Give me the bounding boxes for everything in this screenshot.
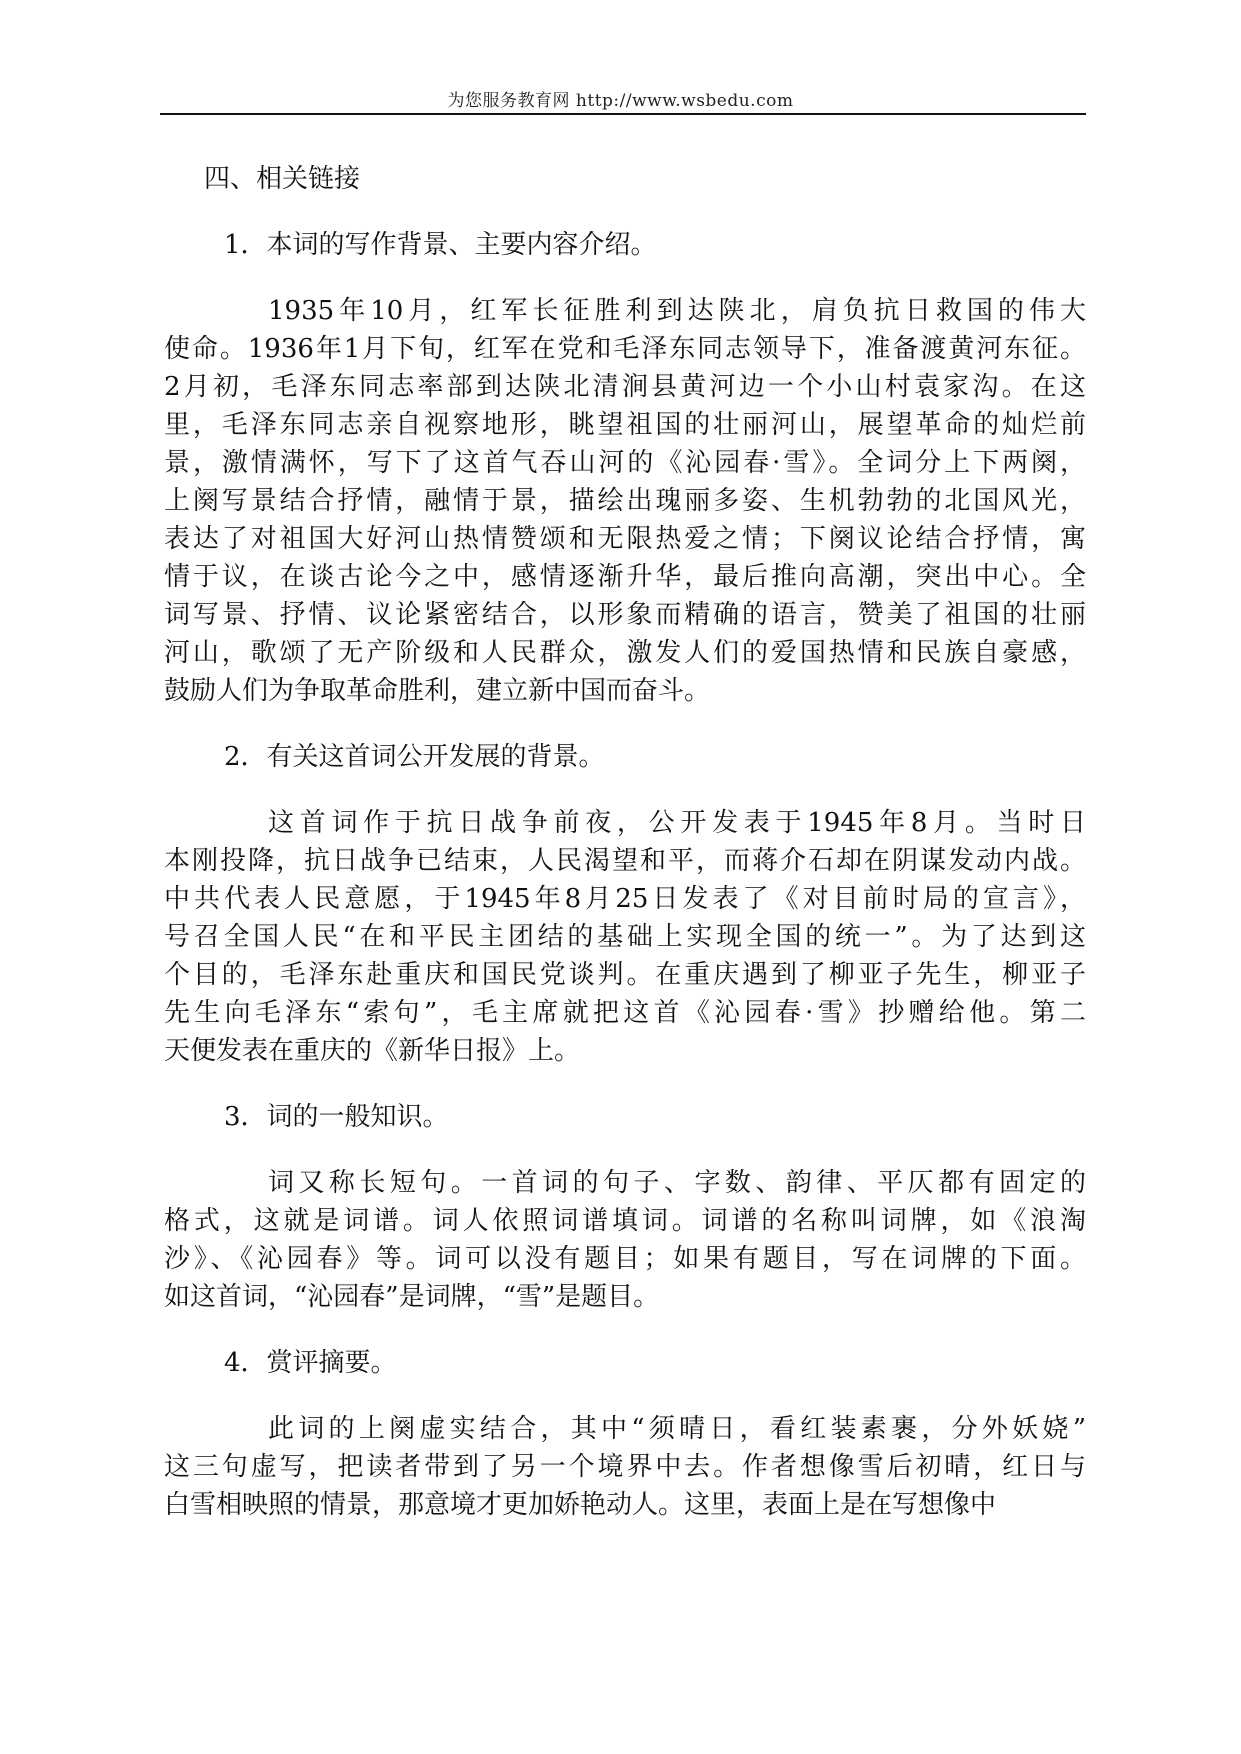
paragraph-line: 上阕写景结合抒情，融情于景，描绘出瑰丽多姿、生机勃勃的北国风光， (164, 486, 1086, 516)
spacer (164, 776, 1086, 804)
spacer (164, 710, 1086, 738)
paragraph-line: 表达了对祖国大好河山热情赞颂和无限热爱之情；下阕议论结合抒情，寓 (164, 524, 1086, 554)
paragraph-line: 词又称长短句。一首词的句子、字数、韵律、平仄都有固定的 (268, 1168, 1086, 1198)
paragraph-line: 这首词作于抗日战争前夜，公开发表于1945年8月。当时日 (268, 808, 1086, 838)
item-heading: 1．本词的写作背景、主要内容介绍。 (224, 230, 657, 260)
paragraph-line: 里，毛泽东同志亲自视察地形，眺望祖国的壮丽河山，展望革命的灿烂前 (164, 410, 1086, 440)
spacer (164, 1382, 1086, 1410)
paragraph-line: 词写景、抒情、议论紧密结合，以形象而精确的语言，赞美了祖国的壮丽 (164, 600, 1086, 630)
spacer (164, 1316, 1086, 1344)
item-heading: 3．词的一般知识。 (224, 1102, 449, 1132)
paragraph-line: 天便发表在重庆的《新华日报》上。 (164, 1036, 581, 1066)
paragraph-line: 2月初，毛泽东同志率部到达陕北清涧县黄河边一个小山村袁家沟。在这 (164, 372, 1086, 402)
paragraph-line: 格式，这就是词谱。词人依照词谱填词。词谱的名称叫词牌，如《浪淘 (164, 1206, 1086, 1236)
spacer (164, 1070, 1086, 1098)
item-heading: 4．赏评摘要。 (224, 1348, 397, 1378)
paragraph-line: 白雪相映照的情景，那意境才更加娇艳动人。这里，表面上是在写想像中 (164, 1490, 997, 1520)
section-title: 四、相关链接 (204, 164, 361, 194)
paragraph-line: 中共代表人民意愿，于1945年8月25日发表了《对目前时局的宣言》， (164, 884, 1086, 914)
paragraph-line: 此词的上阕虚实结合，其中“须晴日，看红装素裹，分外妖娆” (268, 1414, 1086, 1444)
paragraph-line: 本刚投降，抗日战争已结束，人民渴望和平，而蒋介石却在阴谋发动内战。 (164, 846, 1086, 876)
paragraph-line: 使命。1936年1月下旬，红军在党和毛泽东同志领导下，准备渡黄河东征。 (164, 334, 1086, 364)
paragraph-line: 1935年10月，红军长征胜利到达陕北，肩负抗日救国的伟大 (268, 296, 1086, 326)
paragraph-line: 鼓励人们为争取革命胜利，建立新中国而奋斗。 (164, 676, 711, 706)
header-rule (160, 113, 1086, 115)
spacer (164, 264, 1086, 292)
page-header: 为您服务教育网 http://www.wsbedu.com (447, 91, 794, 111)
paragraph-line: 这三句虚写，把读者带到了另一个境界中去。作者想像雪后初晴，红日与 (164, 1452, 1086, 1482)
paragraph-line: 号召全国人民“在和平民主团结的基础上实现全国的统一”。为了达到这 (164, 922, 1086, 952)
spacer (164, 198, 1086, 226)
paragraph-line: 个目的，毛泽东赴重庆和国民党谈判。在重庆遇到了柳亚子先生，柳亚子 (164, 960, 1086, 990)
paragraph-line: 景，激情满怀，写下了这首气吞山河的《沁园春·雪》。全词分上下两阕， (164, 448, 1086, 478)
paragraph-line: 先生向毛泽东“索句”，毛主席就把这首《沁园春·雪》抄赠给他。第二 (164, 998, 1086, 1028)
paragraph-line: 如这首词，“沁园春”是词牌，“雪”是题目。 (164, 1282, 660, 1312)
item-heading: 2．有关这首词公开发展的背景。 (224, 742, 605, 772)
paragraph-line: 沙》、《沁园春》等。词可以没有题目；如果有题目，写在词牌的下面。 (164, 1244, 1086, 1274)
paragraph-line: 河山，歌颂了无产阶级和人民群众，激发人们的爱国热情和民族自豪感， (164, 638, 1086, 668)
paragraph-line: 情于议，在谈古论今之中，感情逐渐升华，最后推向高潮，突出中心。全 (164, 562, 1086, 592)
spacer (164, 1136, 1086, 1164)
document-body (164, 160, 1086, 1524)
